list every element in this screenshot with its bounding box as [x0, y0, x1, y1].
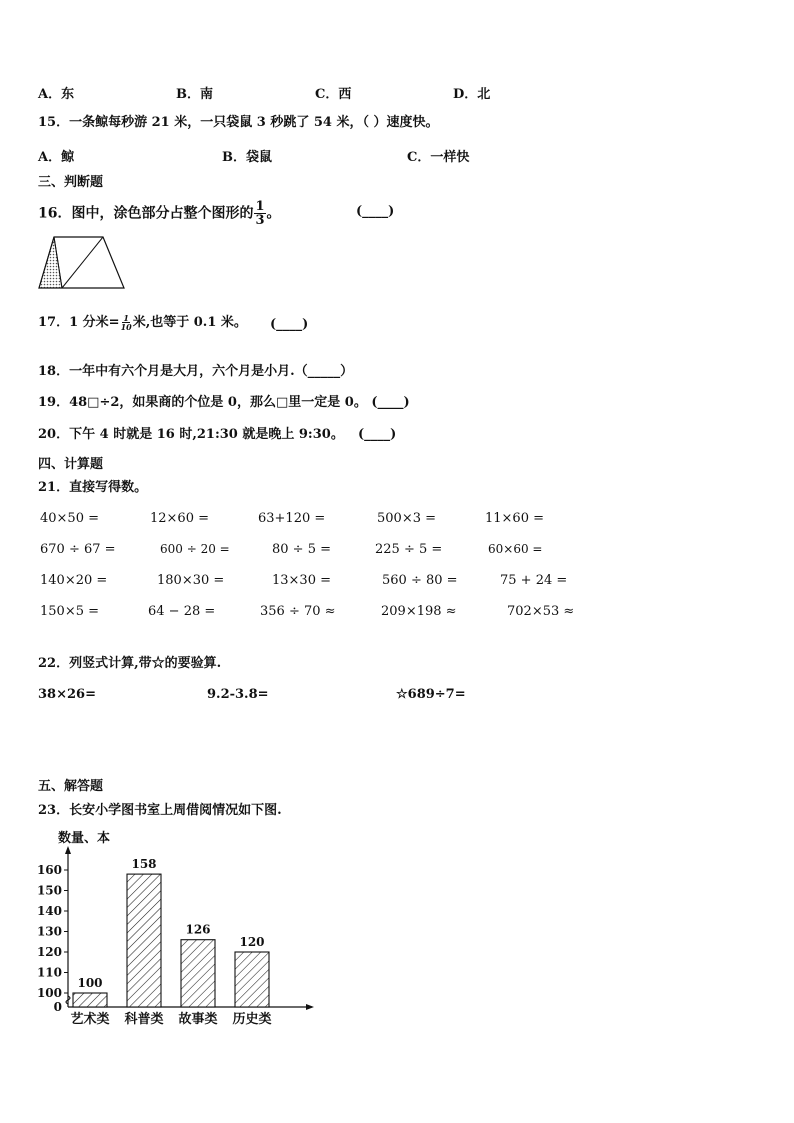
- q14-option-c: C．西: [315, 87, 352, 102]
- q23-bar-chart: [30, 826, 330, 1032]
- chart-x-tick-label: 历史类: [232, 1012, 272, 1027]
- q17-frac-num: 1: [123, 313, 129, 323]
- calc-item: 225 ÷ 5 =: [375, 542, 443, 557]
- q15-text: 15．一条鲸每秒游 21 米，一只袋鼠 3 秒跳了 54 米，（ ）速度快。: [38, 115, 439, 130]
- q20-blank: (____): [358, 427, 397, 442]
- chart-y-tick-label: 120: [36, 945, 62, 959]
- chart-y-axis-arrow: [65, 846, 71, 854]
- q15-option-c: C．一样快: [407, 150, 470, 165]
- calc-item: 13×30 =: [272, 573, 332, 588]
- q21-title: 21．直接写得数。: [38, 480, 148, 495]
- q14-option-a: A．东: [38, 87, 75, 102]
- calc-item: 702×53 ≈: [507, 604, 575, 619]
- q23-title: 23．长安小学图书室上周借阅情况如下图.: [38, 803, 282, 818]
- calc-item: 150×5 =: [40, 604, 100, 619]
- calc-item: 60×60 =: [488, 542, 543, 556]
- calc-item: 140×20 =: [40, 573, 108, 588]
- chart-y-tick-label: 130: [36, 924, 62, 939]
- chart-x-axis-arrow: [306, 1004, 314, 1010]
- q18-text: 18．一年中有六个月是大月，六个月是小月.（_____）: [38, 364, 354, 379]
- chart-bar: [73, 993, 107, 1007]
- q17-prefix: 17．1 分米=: [38, 315, 120, 330]
- section-3-title: 三、判断题: [38, 175, 104, 190]
- chart-data-label: 100: [77, 976, 103, 990]
- calc-item: 63+120 =: [258, 511, 326, 526]
- q22-item-1: 38×26=: [38, 687, 96, 702]
- chart-y-tick-label: 100: [36, 986, 62, 1000]
- calc-item: 500×3 =: [377, 511, 437, 526]
- chart-bar: [181, 940, 215, 1007]
- calc-item: 209×198 ≈: [381, 604, 457, 619]
- q19-text: 19．48□÷2，如果商的个位是 0，那么□里一定是 0。 (____): [38, 395, 410, 410]
- chart-data-label: 120: [239, 935, 265, 949]
- q16-shaded-triangle: [39, 237, 62, 288]
- chart-y-label: 数量、本: [58, 831, 111, 846]
- calc-item: 64 − 28 =: [148, 604, 216, 619]
- chart-bar: [235, 952, 269, 1007]
- q17-suffix: 米,也等于 0.1 米。: [132, 315, 247, 330]
- chart-bar: [127, 874, 161, 1007]
- chart-x-tick-label: 艺术类: [70, 1012, 110, 1027]
- q22-item-2: 9.2-3.8=: [207, 687, 269, 702]
- q22-item-3: ☆689÷7=: [396, 687, 466, 702]
- q14-option-b: B．南: [176, 87, 213, 102]
- calc-item: 670 ÷ 67 =: [40, 542, 116, 557]
- q16-text: [38, 200, 281, 227]
- chart-y-tick-label: 140: [36, 904, 62, 918]
- calc-item: 180×30 =: [157, 573, 225, 588]
- q16-blank: (____): [356, 204, 395, 219]
- section-4-title: 四、计算题: [38, 457, 104, 472]
- chart-y-tick-label: 110: [36, 965, 62, 980]
- chart-data-label: 126: [185, 922, 211, 937]
- chart-x-tick-label: 故事类: [178, 1012, 218, 1027]
- calc-item: 560 ÷ 80 =: [382, 573, 458, 588]
- q17-blank: (____): [270, 317, 309, 332]
- q17-frac-den: 10: [120, 322, 132, 332]
- q16-suffix: 。: [266, 205, 281, 222]
- chart-data-label: 158: [131, 857, 157, 872]
- q14-option-d: D．北: [453, 87, 491, 102]
- chart-x-tick-label: 科普类: [124, 1012, 164, 1027]
- calc-item: 356 ÷ 70 ≈: [260, 604, 336, 619]
- chart-y-tick-label: 150: [36, 883, 62, 898]
- chart-y-tick-label: 0: [53, 1000, 62, 1014]
- q16-frac-num: 1: [255, 199, 265, 214]
- chart-y-tick-label: 160: [36, 863, 62, 877]
- q16-frac-den: 3: [255, 213, 265, 228]
- q15-option-b: B．袋鼠: [222, 150, 272, 165]
- q17-text: [38, 314, 247, 332]
- calc-item: 80 ÷ 5 =: [272, 542, 331, 557]
- section-5-title: 五、解答题: [38, 779, 104, 794]
- q17-fraction: [121, 314, 132, 331]
- q16-prefix: 16．图中，涂色部分占整个图形的: [38, 205, 254, 222]
- q16-fraction: [254, 200, 265, 227]
- q22-title: 22．列竖式计算,带☆的要验算.: [38, 656, 222, 671]
- calc-item: 600 ÷ 20 =: [160, 542, 230, 556]
- calc-item: 75 + 24 =: [500, 573, 568, 588]
- q15-option-a: A．鲸: [38, 150, 75, 165]
- calc-item: 12×60 =: [150, 511, 210, 526]
- calc-item: 11×60 =: [485, 511, 545, 526]
- q20-text: 20．下午 4 时就是 16 时,21:30 就是晚上 9:30。: [38, 427, 344, 442]
- calc-item: 40×50 =: [40, 511, 100, 526]
- q16-trapezoid-figure: [37, 235, 127, 291]
